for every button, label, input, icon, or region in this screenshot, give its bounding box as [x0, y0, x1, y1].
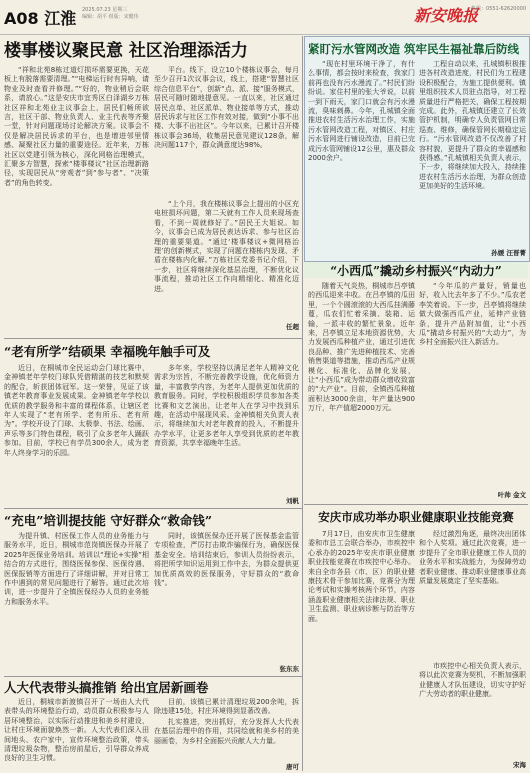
pioneer-author: 刘帆	[286, 497, 299, 505]
heart-title: “小西瓜”撬动乡村振兴“内动力”	[330, 264, 502, 278]
rural-body-col3: 扎实推进，突出抓好，充分发挥人大代表在基层治理中的作用，共同绘就和美乡村的美丽画卷，为乡村全面振兴贡献人大力量。	[154, 718, 299, 745]
main-title: 楼事楼议聚民意 社区治理添活力	[4, 41, 248, 61]
divider-employ	[304, 504, 528, 505]
pioneer-body-col2: 多年来，学校坚持以满足老年人精神文化需求为宗旨，不断完善教学设施，优化师资力量，丰富教学内容，为老年人提供更加优质的教育服务。同时，学校积极组织学员参加各类比赛和文艺演出，让老年人在学习中找到乐趣，在活动中展现风采。金神镇相关负责人表示，将继续加大对老年教育的投入，不断提升办学水平，让更多老年人享受到优质的老年教育资源，共享幸福晚年生活。	[154, 364, 299, 448]
training-title: “充电”培训提技能 守好群众“救命钱”	[4, 513, 213, 528]
employ-body-col1: 7月17日，由安庆市卫生健康委和市总工会联合举办，市疾控中心承办的2025年安庆市职业健康职业技能竞赛在市疾控中心举办。来自全市各县（市、区）的职业健康技术骨干参加比赛，竞赛分为理论考试和实操考核两个环节，内容涵盖职业健康相关法律法规、职业卫生监测、职业病诊断与防治等方面。	[308, 530, 415, 623]
right-top-body-col1: “现在村里环境干净了，有什么事情，都会按时来检查，我家门前再也没有污水漫流了。”村民们纷纷说。家住村里的张大爷说，以前一到下雨天，家门口就会有污水漫流，臭味刺鼻。今年，孔城镇全面推进农村生活污水治理工作，实施污水管网改造工程，对镇区、村庄污水管网进行铺设改造，目前已完成污水管网铺设12公里，惠及群众2000余户。	[308, 60, 415, 163]
main-body-col2: 平台。线下，设立10个楼栋议事会，每月至少召开1次议事会议，线上，搭建“智慧社区综合信息平台”，创新“点、派、接”服务模式，居民可随时随地提意见。一直以来，社区通过居民点单、社区派单、物业接单等方式，推动居民诉求与社区工作有效对接，做到“小事不出楼、大事不出社区”。今年以来，已累计召开楼栋议事会36场，收集居民意见建议128条，解决问题117个，群众满意度达98%。	[154, 66, 299, 150]
right-top-title: 紧盯污水管网改造 筑牢民生福祉靠后防线	[308, 42, 520, 56]
rural-body-col1: 近日，桐城市新渡镇召开了一场由人大代表带头的环境整治行动，动员群众积极参与人居环境整治，以实际行动推进和美乡村建设，让村庄环境面貌焕然一新。人大代表们深入田间地头、农户家中，宣传环境整治政策，带头清理垃圾杂物，整治房前屋后，引导群众养成良好的卫生习惯。	[4, 698, 149, 763]
employ-author: 宋海	[513, 761, 526, 769]
hotline: 热线：0551-62620000	[471, 6, 526, 12]
training-body-col2: 同时，该镇医保办还开展了医保基金监管专项检查，严厉打击欺诈骗保行为，确保医保基金安全。培训结束后，参训人员纷纷表示，将把所学知识运用到工作中去，为群众提供更加优质高效的医保服务，守好群众的“救命钱”。	[154, 532, 299, 588]
heart-body-col2: “今年瓜的产量好，销量也好，收入比去年多了不少。”瓜农老李笑着说。下一步，吕亭镇将继续做大做强西瓜产业，延伸产业链条，提升产品附加值，让“小西瓜”撬动乡村振兴的“大动力”，为乡村全面振兴注入新活力。	[419, 282, 526, 347]
main-author: 任超	[286, 323, 299, 331]
pioneer-title: “老有所学”结硕果 幸福晚年触手可及	[4, 344, 211, 359]
divider-training	[4, 508, 302, 509]
page-number: A08 江淮	[4, 9, 77, 28]
brand-logo: 新安晚报	[413, 6, 478, 25]
training-author: 张东东	[279, 665, 299, 673]
divider-rural	[4, 676, 302, 677]
employ-body-col3: 市疾控中心相关负责人表示，将以此次竞赛为契机，不断加强职业健康人才队伍建设，切实守护好广大劳动者的职业健康。	[419, 662, 526, 699]
right-top-author: 孙媛 汪晋菁	[491, 249, 526, 257]
employ-body-col2: 经过激烈角逐，最终决出团体和个人奖项。通过此次竞赛，进一步提升了全市职业健康工作人员的业务水平和实战能力，为保障劳动者职业健康、推动职业健康事业高质量发展奠定了坚实基础。	[419, 530, 526, 586]
rural-author: 唐可	[286, 763, 299, 771]
main-body-col3: “上个月，我在楼栋议事会上提出的小区充电桩损坏问题，第二天就有工作人员来现场查看，不到一周就修好了。”居民王大姐说。如今，议事会已成为居民表达诉求、参与社区治理的重要渠道。“通过‘楼事楼议+微网格治理’的创新模式，实现了问题在楼栋内发现、矛盾在楼栋内化解。”万栋社区党委书记介绍，下一步，社区将继续深化基层治理，不断优化议事流程，推动社区工作向精细化、精准化迈进。	[154, 200, 299, 293]
pioneer-body-col1: 近日，在桐城市全民运动会门球比赛中，金神镇老年学校门球队凭借精湛的技艺和默契的配合，斩获团体冠军。这一荣誉，见证了该镇老年教育事业发展成果。金神镇老年学校以优质的教学服务和丰富的课程体系，让辖区老年人实现了“老有所学、老有所乐、老有所为”。学校开设了门球、太极拳、书法、绘画、声乐等多门特色课程，吸引了众多老年人踊跃参加。目前，学校已有学员300余人，成为老年人终身学习的乐园。	[4, 364, 149, 457]
rural-body-col2: 目前，该镇已累计清理垃圾200余吨，拆除违建15处，村庄环境得到显著改善。	[154, 698, 299, 716]
column-divider	[302, 36, 303, 771]
divider-pioneer	[4, 338, 302, 339]
heart-body-col1: 随着天气炎热，桐城市吕亭镇的西瓜迎来丰收。在吕亭镇的瓜田里，一个个圆滚滚的大西瓜挂满藤蔓，瓜农们忙着采摘、装箱、运输，一派丰收的繁忙景象。近年来，吕亭镇立足本地资源优势，大力发展西瓜种植产业，通过引进优良品种、推广先进种植技术、完善销售渠道等措施，推动西瓜产业规模化、标准化、品牌化发展，让“小西瓜”成为带动群众增收致富的“大产业”。目前，全镇西瓜种植面积达3000余亩，年产量达900万斤，年产值超2000万元。	[308, 282, 415, 413]
employ-title: 安庆市成功举办职业健康职业技能竞赛	[318, 510, 514, 524]
right-top-body-col2: 工程自动以来，孔城镇积极推进各村改造进度，村民们为工程建设积极配合，为施工提供便利。镇里组织技术人员驻点指导，对工程质量进行严格把关，确保工程按期完成。此外，孔城镇还建立了长效管护机制，明确专人负责管网日常巡查、维修，确保管网长期稳定运行。“污水管网改造不仅改善了村容村貌，更提升了群众的幸福感和获得感。”孔城镇相关负责人表示，下一步，将继续加大投入，持续推进农村生活污水治理，为群众创造更加美好的生活环境。	[419, 60, 526, 191]
heart-author: 叶帅 金文	[497, 491, 526, 499]
page-header	[0, 0, 530, 35]
rural-title: 人大代表带头搞推销 给出宜居新画卷	[4, 680, 209, 695]
training-body-col1: 为提升镇、村医保工作人员的业务能力与服务水平，近日，桐城市范岗镇医保办开展了2025年医保业务培训。培训以“理论+实操”相结合的方式进行，围绕医保参保、医保待遇、医保报销等方面进行了详细讲解，并对日常工作中遇到的常见问题进行了解答。通过此次培训，进一步提升了全镇医保经办人员的业务能力和服务水平。	[4, 532, 149, 606]
issue-meta: 2025.07.23 星期三 编辑：胡平 组版：宋健伟	[82, 7, 139, 20]
main-body-col1: “祥和北苑8栋过道灯损坏需要更换，天花板上有脱落需要清理。”“电梯运行时有异响，请物业及时查看并修理。”“好的，物业稍后会联系，请放心。”这是安庆市宜秀区白泽湖乡万栋社区祥和北苑业主议事会上，居民们畅所欲言，社区干部、物业负责人、业主代表等齐聚一堂，针对问题现场讨论解决方案。议事会不仅是解决居民诉求的平台，也是增进邻里情感、凝聚社区力量的重要途径。近年来，万栋社区以党建引领为核心，深化网格治理模式，汇聚多方智慧，探索“楼事楼议”社区治理新路径，实现居民从“旁观者”到“参与者”、“决策者”的角色转变。	[4, 66, 149, 187]
